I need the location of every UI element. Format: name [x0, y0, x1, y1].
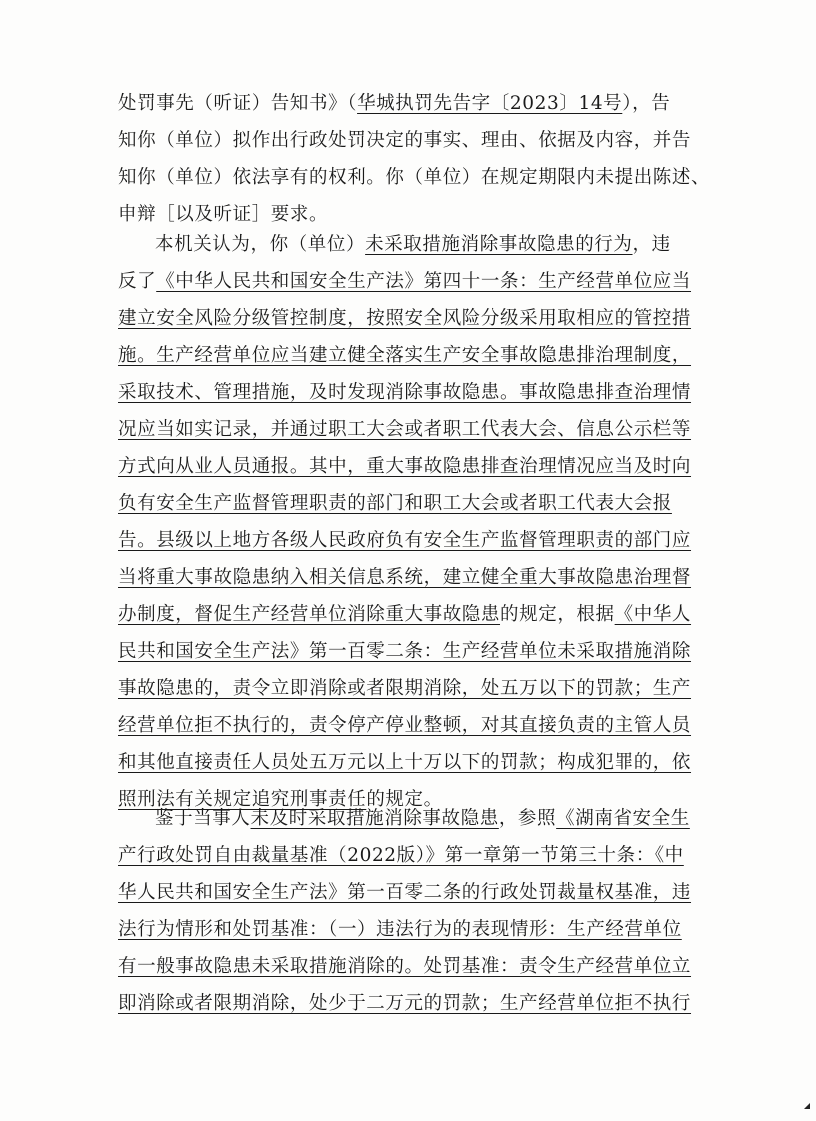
text-line: 告。县级以上地方各级人民政府负有安全生产监督管理职责的部门应 — [118, 530, 692, 551]
text-line: 知你（单位）拟作出行政处罚决定的事实、理由、依据及内容，并告 — [118, 130, 692, 151]
text-line: 民共和国安全生产法》第一百零二条：生产经营单位未采取措施消除 — [118, 641, 692, 662]
text-line: 经营单位拒不执行的，责令停产停业整顿，对其直接负责的主管人员 — [118, 715, 692, 736]
text-line: 本机关认为，你（单位）未采取措施消除事故隐患的行为，违 — [155, 234, 671, 255]
text-line: 产行政处罚自由裁量基准（2022版）》第一章第一节第三十条：《中 — [118, 845, 684, 866]
text-line: 负有安全生产监督管理职责的部门和职工大会或者职工代表大会报 — [118, 493, 672, 514]
party-conduct: 未及时采取措施消除事故隐患 — [250, 808, 499, 829]
scan-corner-mark — [804, 1103, 810, 1109]
text-line: 知你（单位）依法享有的权利。你（单位）在规定期限内未提出陈述、 — [118, 167, 711, 188]
text-line: 申辩［以及听证］要求。 — [118, 204, 329, 225]
text-line: 和其他直接责任人员处五万元以上十万以下的罚款；构成犯罪的，依 — [118, 752, 692, 773]
text-line: 况应当如实记录，并通过职工大会或者职工代表大会、信息公示栏等 — [118, 419, 692, 440]
text-line: 处罚事先（听证）告知书》（华城执罚先告字〔2023〕14号），告 — [118, 93, 671, 114]
text-line: 方式向从业人员通报。其中，重大事故隐患排查治理情况应当及时向 — [118, 456, 692, 477]
text-line: 即消除或者限期消除，处少于二万元的罚款；生产经营单位拒不执行 — [118, 993, 692, 1014]
text-line: 法行为情形和处罚基准：（一）违法行为的表现情形：生产经营单位 — [118, 919, 682, 940]
text-line: 有一般事故隐患未采取措施消除的。处罚基准：责令生产经营单位立 — [118, 956, 692, 977]
text-line: 办制度，督促生产经营单位消除重大事故隐患的规定，根据《中华人 — [118, 604, 692, 625]
text-line: 照刑法有关规定追究刑事责任的规定。 — [118, 789, 443, 810]
text-line: 施。生产经营单位应当建立健全落实生产安全事故隐患排治理制度， — [118, 345, 692, 366]
text-line: 事故隐患的，责令立即消除或者限期消除，处五万以下的罚款；生产 — [118, 678, 692, 699]
text-line: 当将重大事故隐患纳入相关信息系统，建立健全重大事故隐患治理督 — [118, 567, 692, 588]
document-number: 华城执罚先告字〔2023〕14号 — [357, 93, 623, 114]
text-line: 建立安全风险分级管控制度，按照安全风险分级采用取相应的管控措 — [118, 308, 692, 329]
text-line: 反了《中华人民共和国安全生产法》第四十一条：生产经营单位应当 — [118, 271, 692, 292]
text-line: 华人民共和国安全生产法》第一百零二条的行政处罚裁量权基准，违 — [118, 882, 692, 903]
violation-description: 未采取措施消除事故隐患的行为 — [365, 234, 633, 255]
text-line: 鉴于当事人未及时采取措施消除事故隐患，参照《湖南省安全生 — [155, 808, 690, 829]
text-line: 采取技术、管理措施，及时发现消除事故隐患。事故隐患排查治理情 — [118, 382, 692, 403]
